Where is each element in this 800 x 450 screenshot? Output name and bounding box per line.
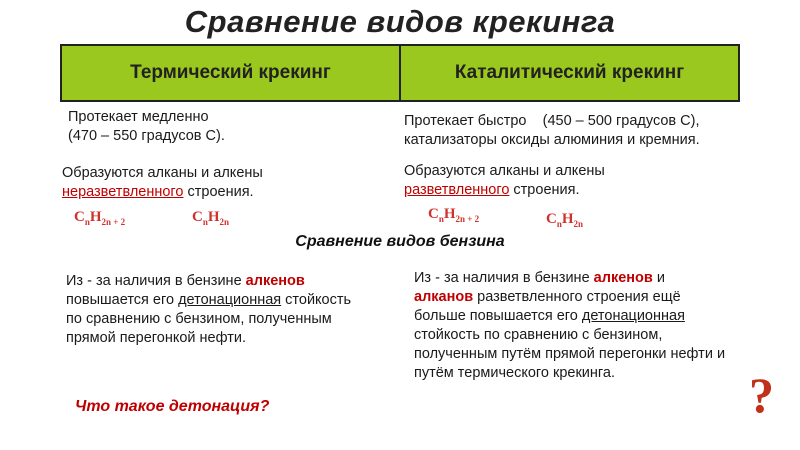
catalytic-formula-alkane: $C_nH_{2n + 2}$: [428, 206, 480, 224]
thermal-speed: [68, 108, 225, 146]
gasoline-catalytic-text: [414, 269, 734, 383]
thermal-products: [62, 164, 263, 202]
header-catalytic-cracking: Каталитический крекинг: [454, 62, 685, 83]
catalytic-products-line2: [404, 181, 605, 200]
gasoline-right-alkenes: алкенов: [593, 270, 653, 286]
gasoline-right-and: и: [652, 270, 665, 286]
gasoline-left-p3: стойкость по сравнению с бензином, полученным прямой перегонкой нефти.: [66, 292, 352, 346]
gasoline-left-p2: повышается его: [66, 292, 179, 308]
catalytic-speed: [404, 112, 700, 150]
thermal-formula-alkane: $C_nH_{2n + 2}$: [74, 209, 126, 227]
gasoline-right-detonation: детонационная: [581, 308, 685, 324]
gasoline-right-p1: Из - за наличия в бензине: [414, 270, 594, 286]
thermal-products-suffix: строения.: [183, 184, 254, 200]
catalytic-products: [404, 162, 605, 200]
catalytic-branched-term: разветвленного: [404, 182, 510, 198]
thermal-products-line1: Образуются алканы и алкены: [62, 165, 263, 181]
gasoline-thermal-text: [66, 272, 366, 348]
gasoline-right-p2: разветвленного строения ещё больше повышается его: [414, 289, 681, 324]
thermal-products-line2: [62, 183, 263, 202]
gasoline-left-alkenes: алкенов: [245, 273, 305, 289]
question-text: Что такое детонация?: [75, 398, 270, 415]
catalytic-formula-alkene: $C_nH_{2n}$: [546, 211, 584, 229]
catalytic-products-suffix: строения.: [509, 182, 580, 198]
slide-title: Сравнение видов крекинга: [184, 4, 616, 39]
gasoline-right-p3: стойкость по сравнению с бензином, полученным путём прямой перегонки нефти и путём термического крекинга.: [414, 327, 726, 381]
thermal-unbranched-term: неразветвленного: [62, 184, 184, 200]
gasoline-left-p1: Из - за наличия в бензине: [66, 273, 246, 289]
catalytic-speed-line2: катализаторы оксиды алюминия и кремния.: [404, 132, 700, 148]
thermal-formula-alkene: $C_nH_{2n}$: [192, 209, 230, 227]
thermal-speed-line2: (470 – 550 градусов С).: [68, 128, 225, 144]
question-mark-icon[interactable]: ?: [749, 367, 774, 423]
thermal-speed-line1: Протекает медленно: [68, 109, 209, 125]
header-thermal-cracking: Термический крекинг: [62, 46, 401, 100]
catalytic-products-line1: Образуются алканы и алкены: [404, 163, 605, 179]
gasoline-left-detonation: детонационная: [178, 292, 282, 308]
catalytic-speed-line1: Протекает быстро (450 – 500 градусов С),: [404, 113, 700, 129]
comparison-table-header: [60, 44, 740, 102]
gasoline-right-alkanes: алканов: [414, 289, 474, 305]
gasoline-section-title: Сравнение видов бензина: [295, 233, 505, 250]
